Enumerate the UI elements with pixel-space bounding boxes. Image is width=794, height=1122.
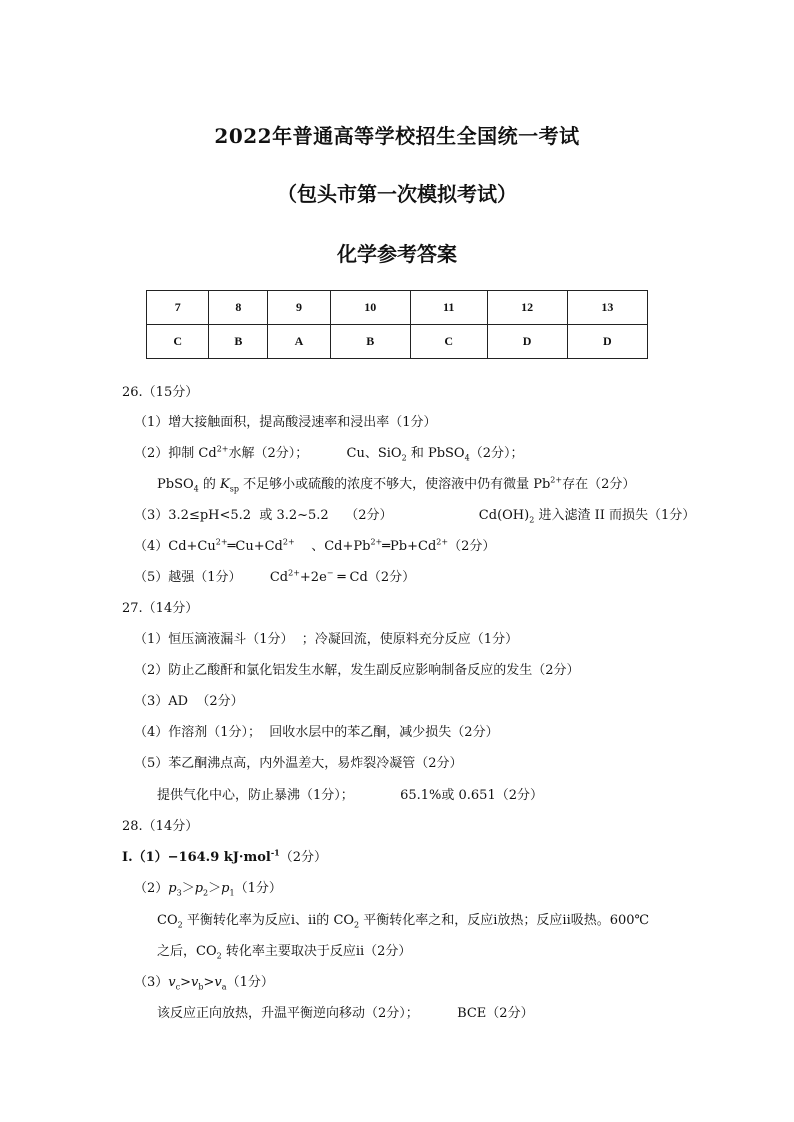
formula-subscript: 2 bbox=[529, 515, 535, 525]
text: （3） bbox=[134, 975, 169, 990]
pressure-symbol: p bbox=[221, 881, 230, 896]
equation-text: +2e bbox=[299, 570, 327, 585]
text: 不足够小或硫酸的浓度不够大，使溶液中仍有微量 Pb bbox=[238, 477, 551, 492]
rate-subscript: a bbox=[221, 982, 227, 992]
charge-superscript: 2+ bbox=[550, 475, 563, 485]
formula-subscript: 4 bbox=[464, 453, 470, 463]
formula-subscript: 2 bbox=[177, 920, 183, 930]
answer-table-number-row bbox=[147, 291, 648, 325]
q27-part1: （1）恒压滴液漏斗（1分） ；冷凝回流，使原料充分反应（1分） bbox=[134, 632, 519, 647]
charge-superscript: 2+ bbox=[370, 537, 383, 547]
q28-part3-explanation bbox=[157, 1004, 534, 1024]
score-text: （1分） bbox=[234, 881, 282, 896]
question-number-cell: 9 bbox=[268, 291, 330, 325]
rate-subscript: c bbox=[175, 982, 181, 992]
greater-than: ＞ bbox=[181, 881, 195, 896]
exam-title: 2022年普通高等学校招生全国统一考试 bbox=[214, 124, 580, 148]
unit-superscript: -1 bbox=[270, 847, 280, 858]
q28-part2-explanation bbox=[157, 911, 649, 931]
q28-part1 bbox=[122, 848, 327, 868]
question-number-cell: 8 bbox=[209, 291, 268, 325]
q26-part4 bbox=[134, 537, 495, 557]
text: 平衡转化率之和，反应i放热；反应ii吸热。600℃ bbox=[359, 913, 650, 928]
question-number-cell: 10 bbox=[330, 291, 410, 325]
pressure-symbol: p bbox=[194, 881, 204, 896]
answer-cell: A bbox=[268, 325, 330, 359]
charge-superscript: − bbox=[326, 568, 334, 578]
formula-subscript: 2 bbox=[216, 951, 222, 961]
answer-cell: D bbox=[567, 325, 647, 359]
equation-text: Cd bbox=[269, 570, 289, 585]
text: 65.1%或 0.651（2分） bbox=[400, 788, 543, 803]
charge-superscript: 2+ bbox=[436, 537, 449, 547]
answer-cell: C bbox=[410, 325, 487, 359]
formula-text: CO bbox=[157, 913, 178, 928]
q27-heading: 27.（14分） bbox=[122, 601, 199, 616]
answer-cell: B bbox=[209, 325, 268, 359]
question-number-cell: 11 bbox=[410, 291, 487, 325]
q26-heading: 26.（15分） bbox=[122, 385, 199, 400]
q26-part2-formula: Cu、SiO bbox=[346, 446, 402, 461]
text: 进入滤渣 II 而损失（1分） bbox=[534, 508, 696, 523]
text: 之后，CO bbox=[157, 944, 217, 959]
greater-than: ＞ bbox=[208, 881, 222, 896]
q27-part5-continued bbox=[157, 786, 543, 806]
rate-subscript: b bbox=[198, 982, 204, 992]
question-number-cell: 12 bbox=[487, 291, 567, 325]
q26-part2-text: （2）抑制 Cd bbox=[134, 446, 217, 461]
text: 存在（2分） bbox=[562, 477, 636, 492]
text: 平衡转化率为反应i、ii的 CO bbox=[182, 913, 355, 928]
text: I.（1）−164.9 kJ·mol bbox=[122, 850, 271, 865]
charge-superscript: 2+ bbox=[216, 444, 229, 454]
equation-text: （4）Cd+Cu bbox=[134, 539, 216, 554]
score-text: （2分） bbox=[448, 539, 496, 554]
greater-than: > bbox=[180, 975, 192, 990]
q27-part3: （3）AD （2分） bbox=[134, 694, 244, 709]
q26-part2-text: （2分）； bbox=[469, 446, 524, 461]
equation-text: 、Cd+Pb bbox=[294, 539, 371, 554]
q26-part5 bbox=[134, 568, 415, 588]
score-text: （1分） bbox=[226, 975, 274, 990]
rate-symbol: v bbox=[214, 975, 222, 990]
q28-part3 bbox=[134, 973, 274, 993]
pressure-subscript: 2 bbox=[203, 888, 209, 898]
ksp-symbol: K bbox=[220, 477, 230, 492]
q26-part3 bbox=[134, 506, 695, 526]
pressure-subscript: 3 bbox=[176, 888, 182, 898]
q28-heading: 28.（14分） bbox=[122, 819, 199, 834]
text: （5）越强（1分） bbox=[134, 570, 242, 585]
answer-cell: B bbox=[330, 325, 410, 359]
text: 提供气化中心，防止暴沸（1分）； bbox=[157, 788, 354, 803]
text: 转化率主要取决于反应ii（2分） bbox=[221, 944, 412, 959]
formula-subscript: 4 bbox=[193, 484, 199, 494]
answer-table bbox=[146, 290, 648, 359]
equation-text: ═Pb+Cd bbox=[382, 539, 437, 554]
answer-cell: C bbox=[147, 325, 209, 359]
formula-subscript: 2 bbox=[401, 453, 407, 463]
text: 该反应正向放热，升温平衡逆向移动（2分）； bbox=[157, 1006, 419, 1021]
question-number-cell: 13 bbox=[567, 291, 647, 325]
q26-part2-text: 水解（2分）； bbox=[228, 446, 309, 461]
q28-part2-explanation-continued bbox=[157, 942, 411, 962]
q27-part4: （4）作溶剂（1分）； 回收水层中的苯乙酮，减少损失（2分） bbox=[134, 725, 499, 740]
text: BCE（2分） bbox=[457, 1006, 534, 1021]
charge-superscript: 2+ bbox=[282, 537, 295, 547]
equation-text: ═Cu+Cd bbox=[227, 539, 283, 554]
q26-part2-explanation bbox=[157, 475, 635, 495]
equation-text: ═ Cd（2分） bbox=[333, 570, 416, 585]
score-text: （2分） bbox=[279, 850, 327, 865]
pressure-symbol: p bbox=[168, 881, 177, 896]
formula-subscript: 2 bbox=[354, 920, 360, 930]
q26-part2 bbox=[134, 444, 523, 464]
answer-table-answer-row bbox=[147, 325, 648, 359]
question-number-cell: 7 bbox=[147, 291, 209, 325]
formula-text: Cd(OH) bbox=[478, 508, 530, 523]
q26-part1: （1）增大接触面积，提高酸浸速率和浸出率（1分） bbox=[134, 415, 437, 430]
greater-than: > bbox=[203, 975, 215, 990]
pressure-subscript: 1 bbox=[229, 888, 235, 898]
document-title: 化学参考答案 bbox=[337, 242, 457, 266]
exam-subtitle: （包头市第一次模拟考试） bbox=[277, 182, 517, 206]
ksp-subscript: sp bbox=[229, 484, 239, 494]
text: 的 bbox=[198, 477, 220, 492]
charge-superscript: 2+ bbox=[288, 568, 300, 578]
charge-superscript: 2+ bbox=[215, 537, 228, 547]
q27-part2: （2）防止乙酸酐和氯化铝发生水解，发生副反应影响制备反应的发生（2分） bbox=[134, 663, 580, 678]
text: （2） bbox=[134, 881, 169, 896]
rate-symbol: v bbox=[168, 975, 176, 990]
q26-part2-formula: 和 PbSO bbox=[406, 446, 465, 461]
formula-text: PbSO bbox=[157, 477, 194, 492]
q28-part2 bbox=[134, 879, 282, 899]
rate-symbol: v bbox=[191, 975, 199, 990]
q27-part5: （5）苯乙酮沸点高，内外温差大，易炸裂冷凝管（2分） bbox=[134, 756, 463, 771]
q26-part3-text: （3）3.2≤pH<5.2 或 3.2~5.2 （2分） bbox=[134, 508, 393, 523]
answer-cell: D bbox=[487, 325, 567, 359]
